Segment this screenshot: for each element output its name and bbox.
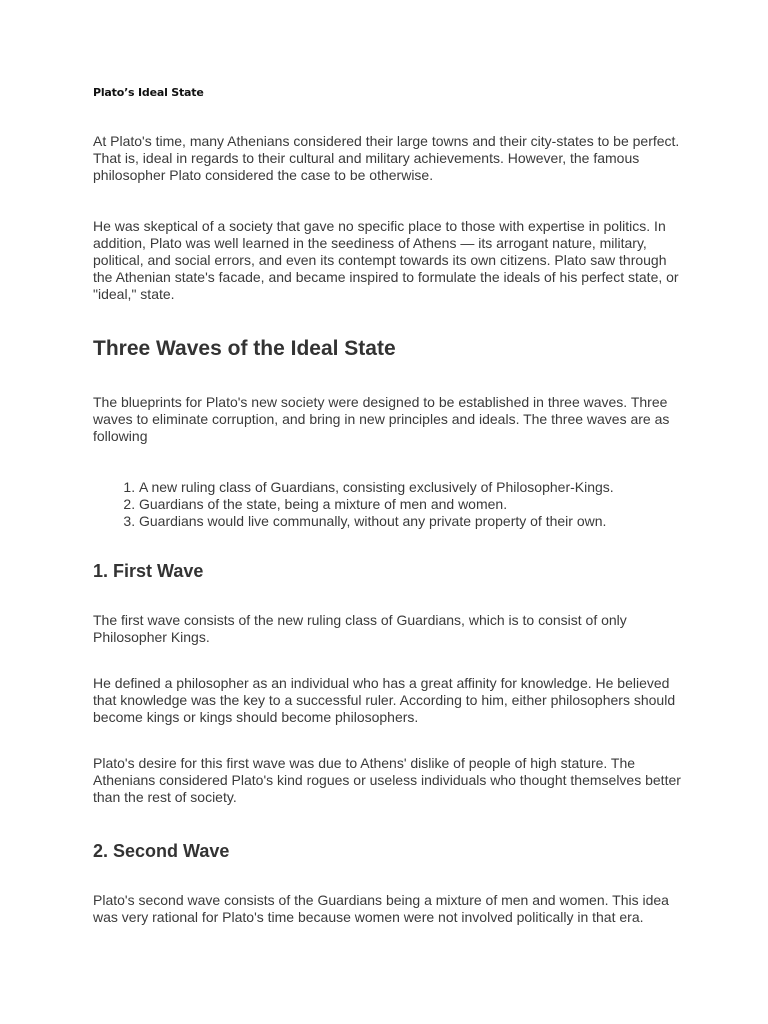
document-page xyxy=(93,86,683,926)
first-wave-heading: 1. First Wave xyxy=(93,561,204,581)
first-wave-paragraph-2: He defined a philosopher as an individual who has a great affinity for knowledge. He believed that knowledge was the key to a successful ruler. According to him, either philosophers should become kings or kings should become philosophers. xyxy=(93,675,676,725)
list-item: 3. Guardians would live communally, without any private property of their own. xyxy=(139,513,683,530)
waves-list xyxy=(93,479,683,530)
intro-paragraph-2: He was skeptical of a society that gave no specific place to those with expertise in politics. In addition, Plato was well learned in the seediness of Athens — its arrogant nature, military, political, and social errors, and even its contempt towards its own citizens. Plato saw through the Athenian state's facade, and became inspired to formulate the ideals of his perfect state, or "ideal," state. xyxy=(93,218,679,302)
second-wave-heading: 2. Second Wave xyxy=(93,841,230,861)
intro-paragraph-1: At Plato's time, many Athenians considered their large towns and their city-states to be perfect. That is, ideal in regards to their cultural and military achievements. However, the famous philosopher Plato considered the case to be otherwise. xyxy=(93,133,680,183)
list-item: 1. A new ruling class of Guardians, consisting exclusively of Philosopher-Kings. xyxy=(139,479,683,496)
second-wave-paragraph-1: Plato's second wave consists of the Guardians being a mixture of men and women. This idea was very rational for Plato's time because women were not involved politically in that era. xyxy=(93,892,669,925)
first-wave-paragraph-3: Plato's desire for this first wave was due to Athens' dislike of people of high stature. The Athenians considered Plato's kind rogues or useless individuals who thought themselves better than the rest of society. xyxy=(93,755,681,805)
first-wave-paragraph-1: The first wave consists of the new ruling class of Guardians, which is to consist of only Philosopher Kings. xyxy=(93,612,627,645)
section-heading: Three Waves of the Ideal State xyxy=(93,337,396,360)
list-item: 2. Guardians of the state, being a mixture of men and women. xyxy=(139,496,683,513)
document-title: Plato’s Ideal State xyxy=(93,86,204,99)
section-paragraph: The blueprints for Plato's new society were designed to be established in three waves. Three waves to eliminate corruption, and bring in new principles and ideals. The three waves are as following xyxy=(93,394,670,444)
